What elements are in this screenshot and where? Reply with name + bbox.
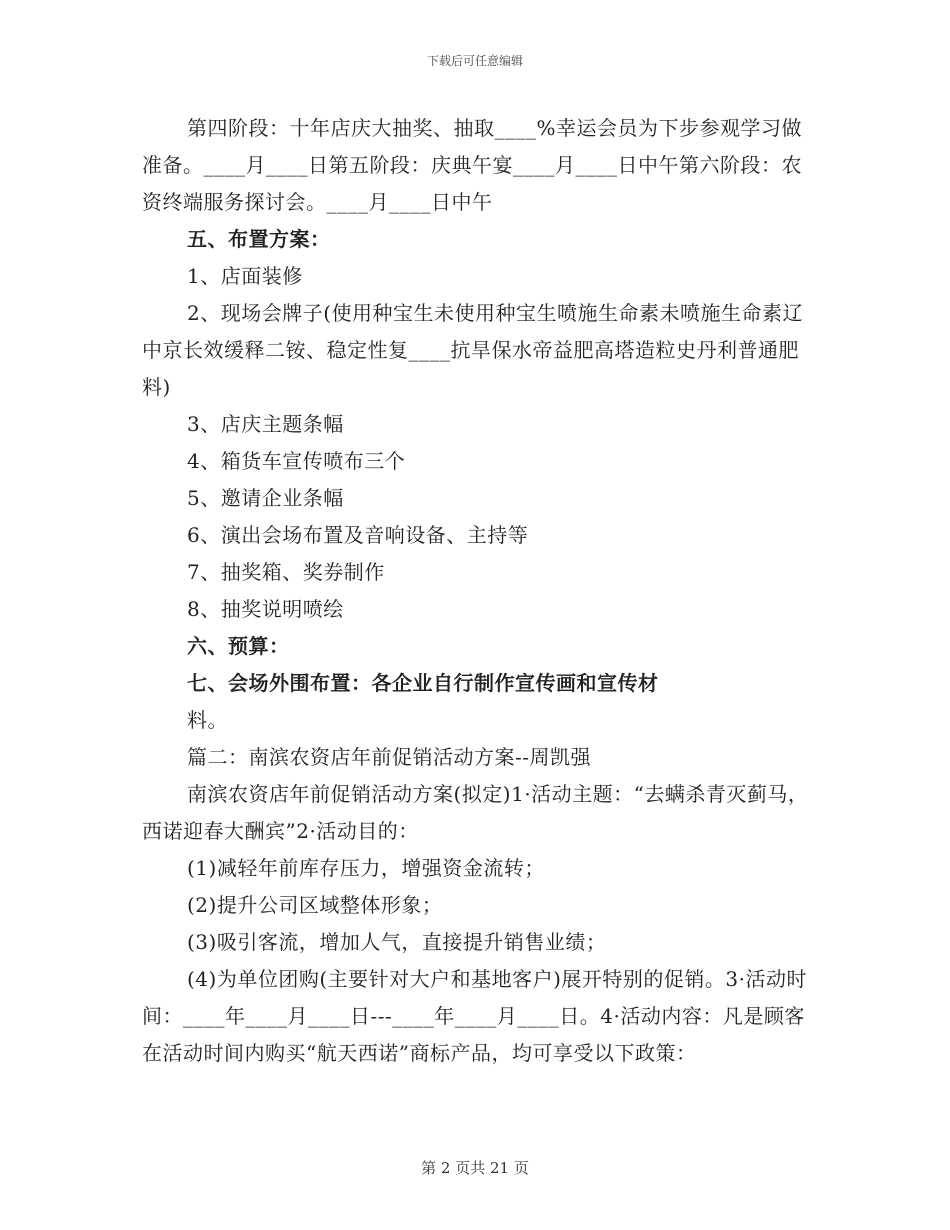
list-item: (1)减轻年前库存压力，增强资金流转； xyxy=(187,856,545,880)
list-item: 7、抽奖箱、奖券制作 xyxy=(187,560,385,584)
list-item: (2)提升公司区域整体形象； xyxy=(187,893,443,917)
section-heading: 六、预算： xyxy=(187,634,290,658)
list-item: (4)为单位团购(主要针对大户和基地客户)展开特别的促销。3·活动时间：____年____月____日---____年____月____日。4·活动内容：凡是顾客在活动时间内购买“航天西诺”商标产品，均可享受以下政策： xyxy=(142,967,808,1065)
section-heading: 五、布置方案： xyxy=(187,227,331,251)
list-item: (3)吸引客流，增加人气，直接提升销售业绩； xyxy=(187,930,607,954)
list-item: 2、现场会牌子(使用种宝生未使用种宝生喷施生命素未喷施生命素辽中京长效缓释二铵、稳定性复____抗旱保水帝益肥高塔造粒史丹利普通肥料) xyxy=(142,301,804,399)
list-item: 4、箱货车宣传喷布三个 xyxy=(187,449,406,473)
paragraph: 料。 xyxy=(187,708,228,732)
list-item: 6、演出会场布置及音响设备、主持等 xyxy=(187,523,529,547)
paragraph: 篇二：南滨农资店年前促销活动方案--周凯强 xyxy=(187,745,592,769)
page-footer: 第 2 页共 21 页 xyxy=(421,1159,529,1177)
paragraph: 南滨农资店年前促销活动方案(拟定)1·活动主题：“去螨杀青灭蓟马，西诺迎春大酬宾”2·活动目的： xyxy=(142,782,809,843)
list-item: 3、店庆主题条幅 xyxy=(187,412,344,436)
paragraph: 第四阶段：十年店庆大抽奖、抽取____%幸运会员为下步参观学习做准备。____月____日第五阶段：庆典午宴____月____日中午第六阶段：农资终端服务探讨会。____月____日中午 xyxy=(142,116,803,214)
list-item: 1、店面装修 xyxy=(187,264,303,288)
section-heading: 七、会场外围布置：各企业自行制作宣传画和宣传材 xyxy=(187,671,659,695)
list-item: 5、邀请企业条幅 xyxy=(187,486,344,510)
document-body xyxy=(142,110,810,1072)
list-item: 8、抽奖说明喷绘 xyxy=(187,597,344,621)
page-header: 下载后可任意编辑 xyxy=(426,54,523,68)
